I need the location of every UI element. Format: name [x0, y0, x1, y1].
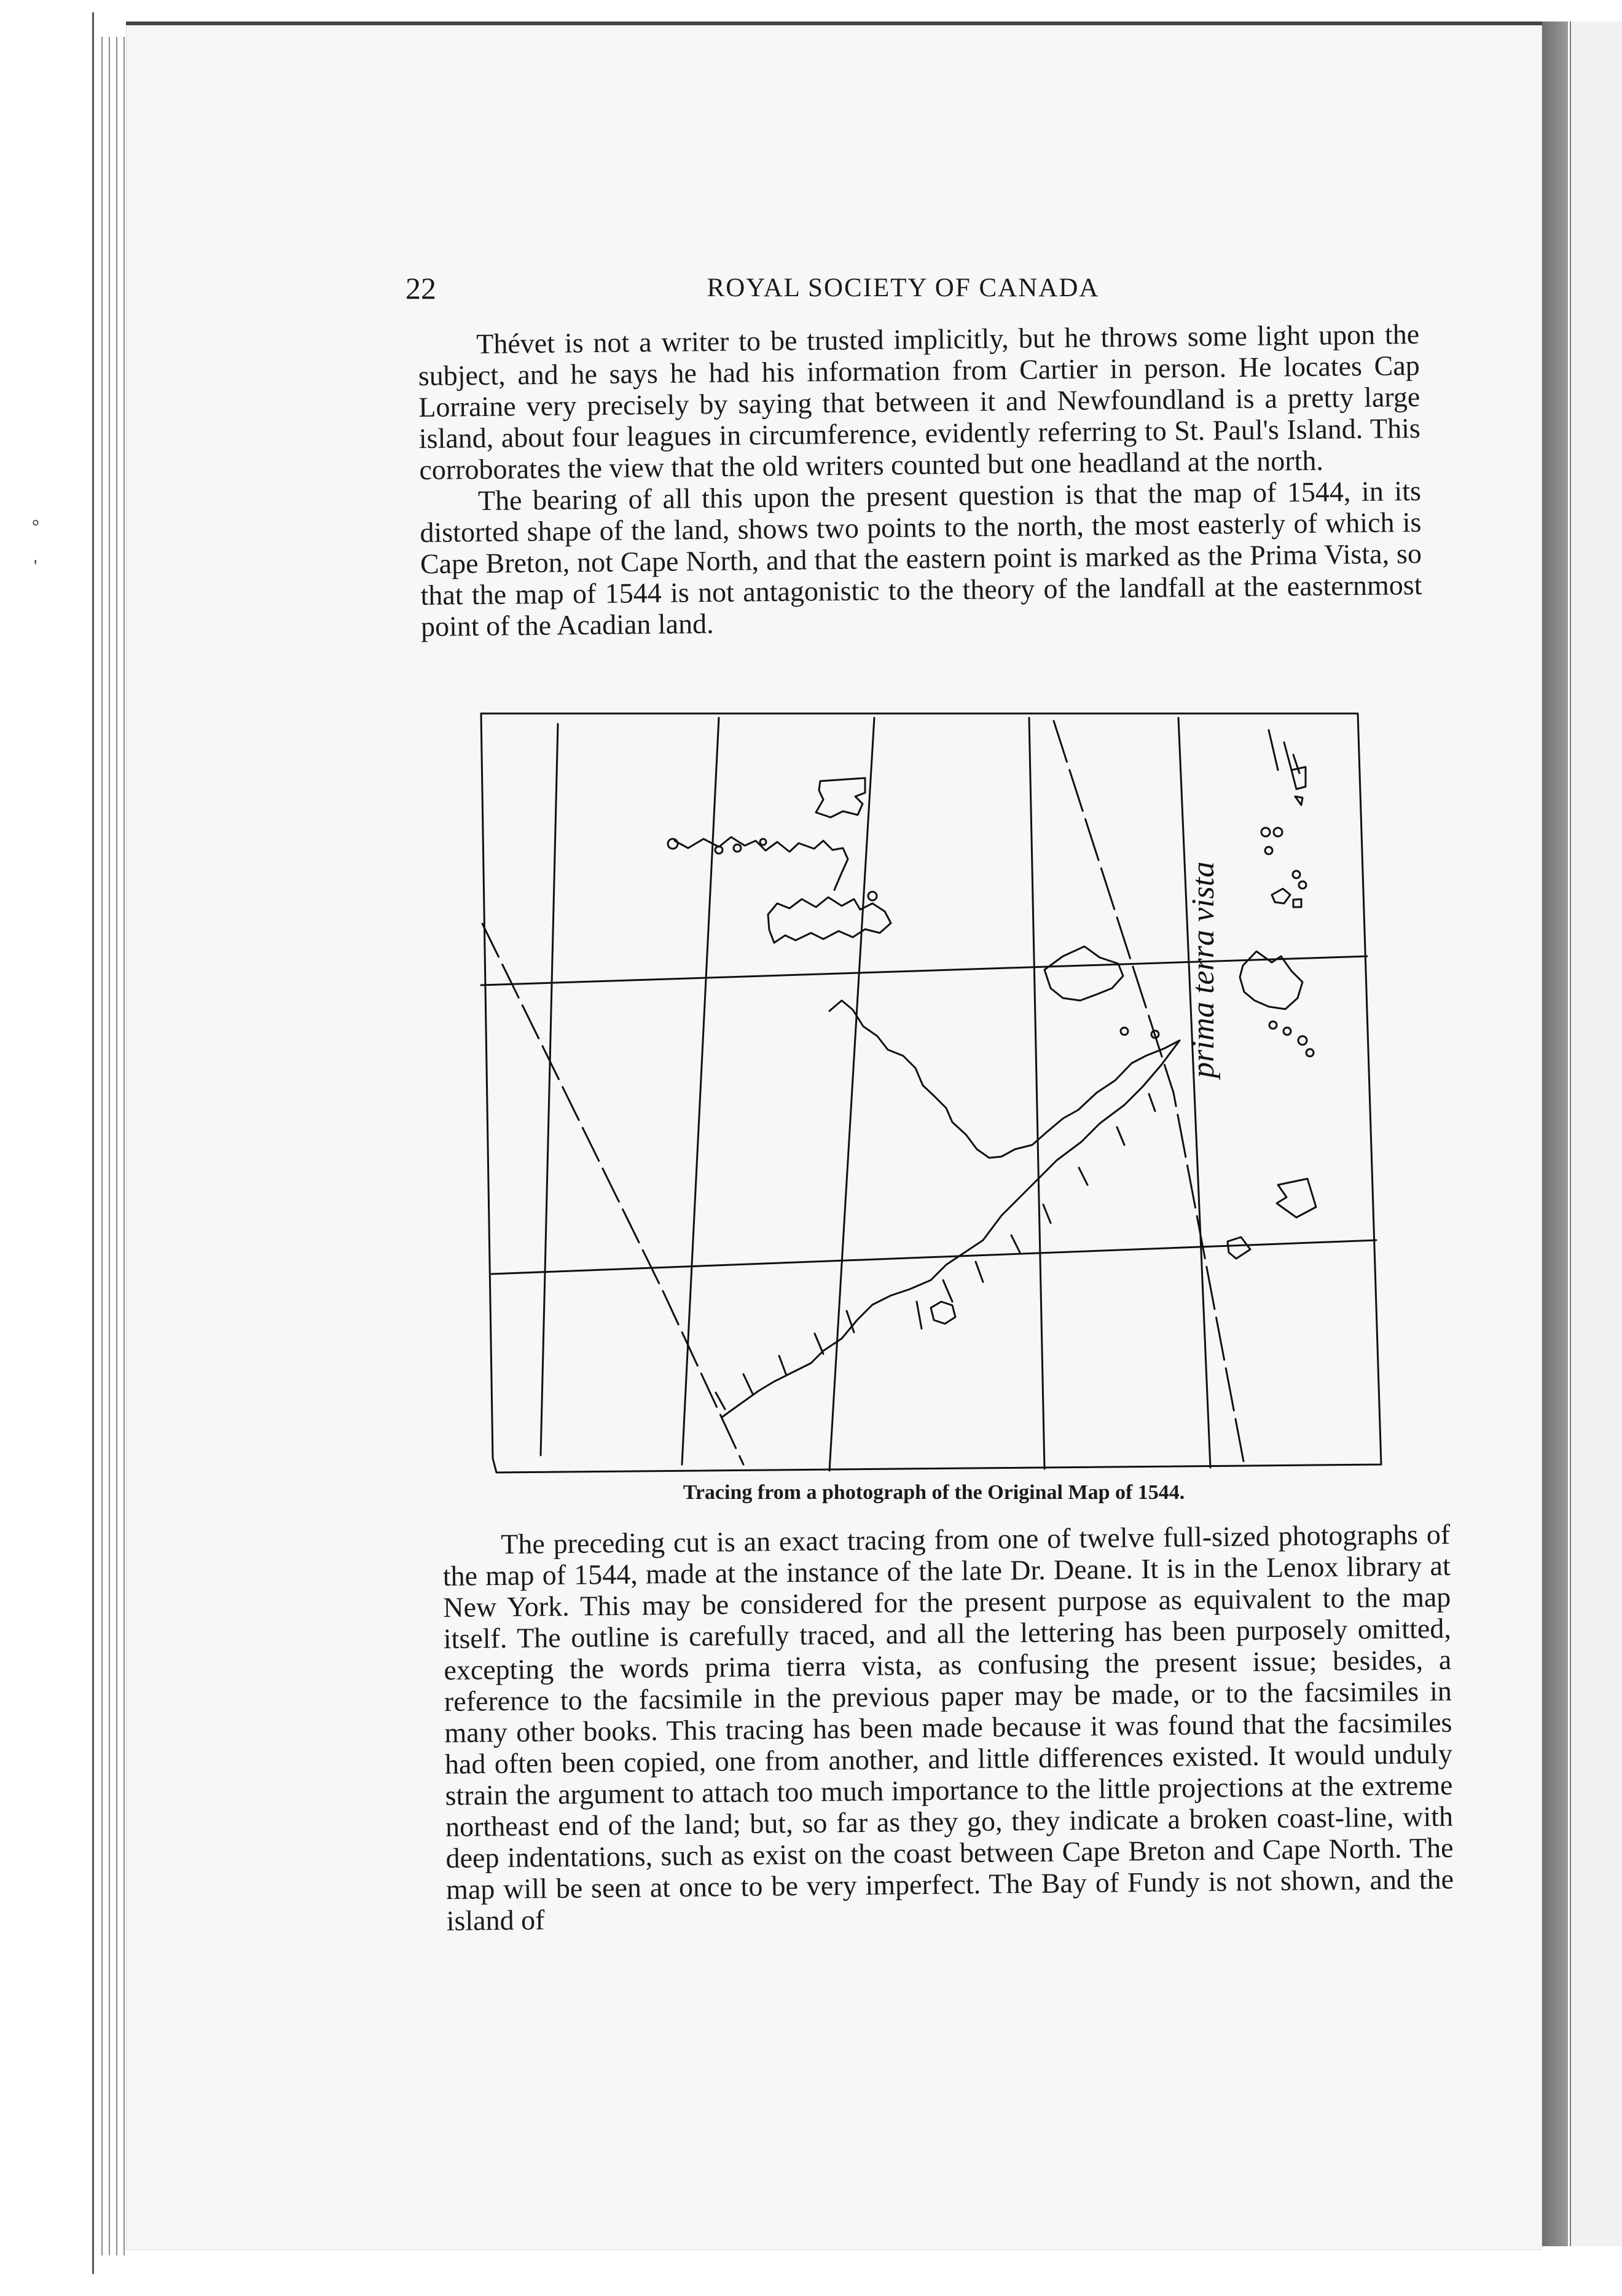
scan-mark: ' — [34, 556, 37, 576]
page-stack — [92, 12, 131, 2274]
page-header — [406, 270, 1401, 313]
map-grid-line — [682, 718, 719, 1464]
map-island — [1044, 946, 1123, 1001]
map-grid-line — [492, 1240, 1376, 1274]
map-grid-line — [1029, 718, 1044, 1469]
map-coast-tick — [1269, 730, 1299, 773]
page-leaf — [116, 37, 117, 2255]
facing-page-edge — [1570, 22, 1622, 2246]
map-grid-line — [481, 956, 1367, 985]
paragraph: The preceding cut is an exact tracing from one of twelve full-sized photographs of the map of 1544, made at the instance of the late Dr. Deane. It is in the Lenox library at New York. This may be considered for the present purpose as equivalent to the map itself. The outline is carefully traced, and all the lettering has been purposely omitted, excepting the words prima tierra vista, as confusing the present issue; besides, a reference to the facsimile in the previous paper may be made, or to the facsimiles in many other books. This tracing has been made because it was found that the facsimiles had often been copied, one from another, and little differences existed. It would unduly strain the argument to attach too much importance to the little projections at the extreme northeast end of the land; but, so far as they go, they indicate a broken coast-line, with deep indentations, such as exist on the coast between Cape Breton and Cape North. The map will be seen at once to be very imperfect. The Bay of Fundy is not shown, and the island of — [442, 1518, 1454, 1936]
body-text-bottom — [442, 1519, 1454, 1936]
scan-mark: ° — [32, 516, 39, 537]
page-number: 22 — [406, 271, 436, 305]
map-label: prima terra vista — [1186, 861, 1221, 1079]
map-coast-outline — [829, 1001, 1180, 1158]
page-leaf — [101, 37, 103, 2255]
map-diagonal-line — [1054, 721, 1244, 1464]
body-text-top — [418, 318, 1422, 642]
map-island — [1277, 1179, 1316, 1217]
map-tracing — [479, 712, 1389, 1480]
map-grid-line — [829, 718, 874, 1471]
map-grid-line — [541, 724, 558, 1455]
page-leaf — [109, 37, 110, 2255]
page-gutter-shadow — [1542, 22, 1568, 2246]
map-coast-tick — [917, 1094, 1155, 1329]
page-leaf — [123, 37, 125, 2255]
map-island — [816, 778, 865, 817]
paragraph: The bearing of all this upon the present question is that the map of 1544, in its distorted shape of the land, shows two points to the north, the most easterly of which is Cape Breton, not Cape North, and that the eastern point is marked as the Prima Vista, so that the map of 1544 is not antagonistic to the theory of the landfall at the easternmost point of the Acadian land. — [420, 474, 1422, 642]
map-island — [1228, 1237, 1250, 1259]
map-island — [931, 1302, 955, 1324]
map-grid-line — [1178, 718, 1210, 1468]
figure-caption: Tracing from a photograph of the Original Map of 1544. — [683, 1481, 1185, 1504]
map-island — [768, 897, 891, 943]
map-island — [1272, 889, 1301, 907]
map-coast-outline — [722, 1040, 1180, 1417]
map-figure — [479, 712, 1389, 1480]
running-head: ROYAL SOCIETY OF CANADA — [707, 273, 1100, 302]
paragraph: Thévet is not a writer to be trusted implicitly, but he throws some light upon the subject, and he says he had his information from Cartier in person. He locates Cap Lorraine very precisely by saying that between it and Newfoundland is a pretty large island, about four leagues in circumference, evidently referring to St. Paul's Island. This corroborates the view that the old writers counted but one headland at the north. — [418, 318, 1421, 486]
